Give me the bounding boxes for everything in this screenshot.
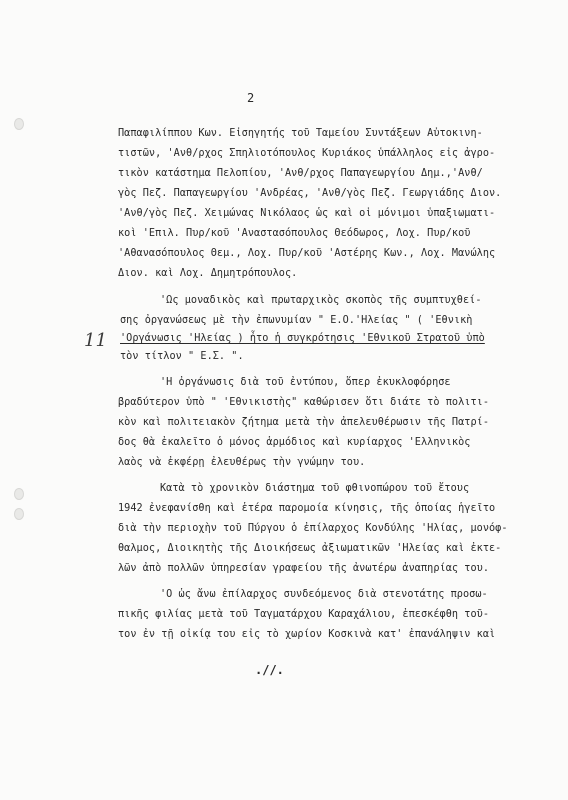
text-line: κοὶ 'Επιλ. Πυρ/κοῦ 'Αναστασόπουλος Θεόδωρος, Λοχ. Πυρ/κοῦ <box>118 228 471 239</box>
text-line-underlined: σης ὀργανώσεως μὲ τὴν ἐπωνυμίαν " Ε.Ο.'Ηλείας " ( 'Εθνικὴ <box>120 315 473 326</box>
text-line: τιστῶν, 'Ανθ/ρχος Σπηλιοτόπουλος Κυριάκος ὑπάλληλος εἰς ἀγρο- <box>118 148 496 159</box>
text-line: τον ἐν τῇ οἰκίᾳ του εἰς τὸ χωρίον Κοσκινὰ κατ' ἐπανάληψιν καὶ <box>118 629 496 640</box>
text-line: Παπαφιλίππου Κων. Εἰσηγητής τοῦ Ταμείου Συντάξεων Αὐτοκινη- <box>118 128 483 139</box>
text-line: δος θὰ ἐκαλεῖτο ὁ μόνος ἁρμόδιος καὶ κυρίαρχος 'Ελληνικὸς <box>118 437 471 448</box>
text-line: λαὸς νὰ ἐκφέρῃ ἐλευθέρως τὴν γνώμην του. <box>118 457 366 468</box>
text-line-underlined: 'Οργάνωσις 'Ηλείας ) ἦτο ἡ συγκρότησις 'Εθνικοῦ Στρατοῦ ὑπὸ <box>120 333 485 344</box>
text-line: Κατὰ τὸ χρονικὸν διάστημα τοῦ φθινοπώρου τοῦ ἔτους <box>160 483 470 494</box>
margin-annotation: 11 <box>84 330 107 351</box>
text-line: γὸς Πεζ. Παπαγεωργίου 'Ανδρέας, 'Ανθ/γὸς Πεζ. Γεωργιάδης Διον. <box>118 188 502 199</box>
text-line: 1942 ἐνεφανίσθη καὶ ἑτέρα παρομοία κίνησις, τῆς ὁποίας ἡγεῖτο <box>118 503 496 514</box>
text-line: πικῆς φιλίας μετὰ τοῦ Ταγματάρχου Καραχάλιου, ἐπεσκέφθη τοῦ- <box>118 609 490 620</box>
text-line: 'Ανθ/γὸς Πεζ. Χειμώνας Νικόλαος ὡς καὶ οἱ μόνιμοι ὑπαξιωματι- <box>118 208 496 219</box>
text-line: 'Ως μοναδικὸς καὶ πρωταρχικὸς σκοπὸς τῆς συμπτυχθεί- <box>160 295 482 306</box>
text-line: Διον. καὶ Λοχ. Δημητρόπουλος. <box>118 268 298 279</box>
text-line: τικὸν κατάστημα Πελοπίου, 'Ανθ/ρχος Παπαγεωργίου Δημ.,'Ανθ/ <box>118 168 483 179</box>
page-number: 2 <box>247 91 255 105</box>
text-line: 'Αθανασόπουλος Θεμ., Λοχ. Πυρ/κοῦ 'Αστέρης Κων., Λοχ. Μανώλης <box>118 248 496 259</box>
text-line: θαλμος, Διοικητὴς τῆς Διοικήσεως ἀξιωματικῶν 'Ηλείας καὶ ἐκτε- <box>118 543 502 554</box>
continuation-mark: .//. <box>255 663 284 677</box>
text-line: κὸν καὶ πολιτειακὸν ζήτημα μετὰ τὴν ἀπελευθέρωσιν τῆς Πατρί- <box>118 417 490 428</box>
punch-hole-icon <box>14 118 24 130</box>
text-line: 'Η ὀργάνωσις διὰ τοῦ ἐντύπου, ὅπερ ἐκυκλοφόρησε <box>160 377 451 388</box>
punch-hole-icon <box>14 488 24 500</box>
text-line: λῶν ἀπὸ πολλῶν ὑπηρεσίαν γραφείου τῆς ἀνωτέρω ἀναπηρίας του. <box>118 563 490 574</box>
punch-hole-icon <box>14 508 24 520</box>
text-line: 'Ο ὡς ἄνω ἐπίλαρχος συνδεόμενος διὰ στενοτάτης προσω- <box>160 589 488 600</box>
text-line: διὰ τὴν περιοχὴν τοῦ Πύργου ὁ ἐπίλαρχος Κονδύλης 'Ηλίας, μονόφ- <box>118 523 508 534</box>
text-line: τὸν τίτλον " Ε.Σ. ". <box>120 351 244 362</box>
text-line: βραδύτερον ὑπὸ " 'Εθνικιστὴς" καθώρισεν ὅτι διάτε τὸ πολιτι- <box>118 397 490 408</box>
